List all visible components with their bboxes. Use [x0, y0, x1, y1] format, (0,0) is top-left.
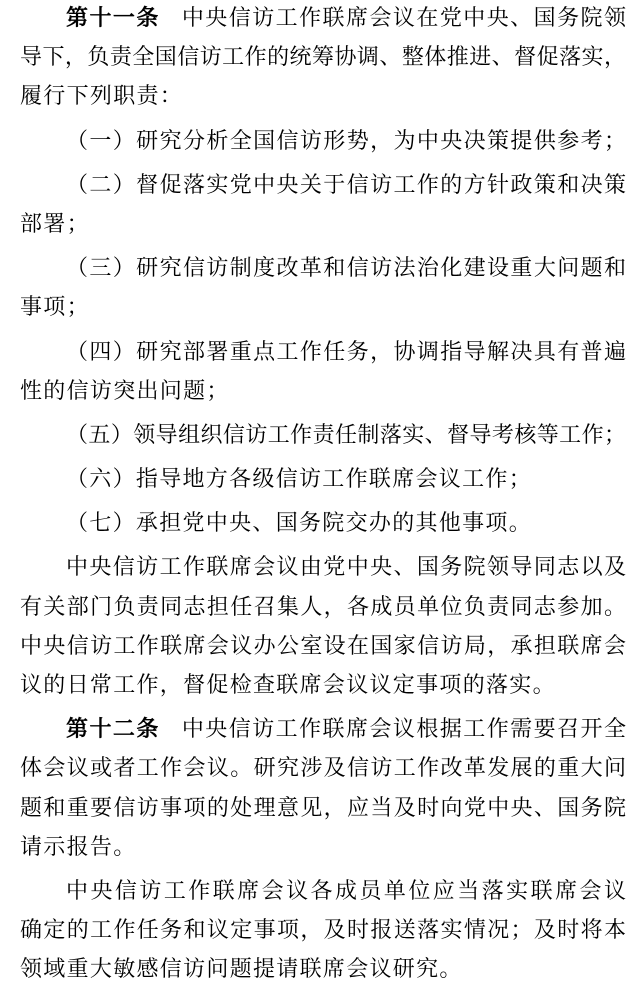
article-heading: 第十二条	[66, 717, 160, 743]
text-line: （二）督促落实党中央关于信访工作的方针政策和决策	[66, 172, 626, 198]
duty-item-7	[20, 504, 626, 543]
duty-item-6	[20, 460, 626, 499]
text-line: （三）研究信访制度改革和信访法治化建设重大问题和	[66, 256, 626, 282]
text-line: 中央信访工作联席会议办公室设在国家信访局，承担联席会	[20, 633, 626, 659]
text-line	[20, 0, 626, 38]
text-line: （六）指导地方各级信访工作联席会议工作；	[66, 467, 533, 493]
text-line: 性的信访突出问题；	[20, 378, 230, 404]
text-line: 体会议或者工作会议。研究涉及信访工作改革发展的重大问	[20, 756, 626, 782]
text-line-content: 中央信访工作联席会议在党中央、国务院领	[181, 6, 626, 31]
text-line: 中央信访工作联席会议由党中央、国务院领导同志以及	[66, 555, 626, 581]
text-line: 导下，负责全国信访工作的统筹协调、整体推进、督促落实，	[20, 45, 626, 71]
duty-item-5	[20, 416, 626, 455]
text-line: 事项；	[20, 295, 90, 321]
article-11-intro	[20, 0, 626, 117]
text-line: 部署；	[20, 211, 90, 237]
text-line: 请示报告。	[20, 834, 137, 860]
text-line-content: 中央信访工作联席会议根据工作需要召开全	[181, 717, 626, 743]
duty-item-4	[20, 333, 626, 411]
article-12-paragraph	[20, 710, 626, 867]
text-line: （一）研究分析全国信访形势，为中央决策提供参考；	[66, 128, 626, 154]
text-line	[20, 710, 626, 749]
article-12-members-paragraph	[20, 872, 626, 990]
duty-item-1	[20, 122, 626, 161]
text-line: 确定的工作任务和议定事项，及时报送落实情况；及时将本	[20, 918, 626, 944]
document-body	[20, 0, 626, 995]
text-line: （四）研究部署重点工作任务，协调指导解决具有普遍	[66, 339, 626, 365]
text-line: 中央信访工作联席会议各成员单位应当落实联席会议	[66, 878, 626, 904]
text-line: 领域重大敏感信访问题提请联席会议研究。	[20, 957, 463, 983]
text-line: （五）领导组织信访工作责任制落实、督导考核等工作；	[66, 422, 626, 448]
text-line: 题和重要信访事项的处理意见，应当及时向党中央、国务院	[20, 795, 626, 821]
text-line: 履行下列职责：	[20, 84, 184, 110]
text-line: 议的日常工作，督促检查联席会议议定事项的落实。	[20, 673, 556, 698]
duty-item-3	[20, 249, 626, 327]
text-line: 有关部门负责同志担任召集人，各成员单位负责同志参加。	[20, 594, 626, 620]
text-line: （七）承担党中央、国务院交办的其他事项。	[66, 511, 533, 537]
duty-item-2	[20, 166, 626, 244]
article-11-convener-paragraph	[20, 548, 626, 705]
article-heading: 第十一条	[66, 6, 160, 31]
